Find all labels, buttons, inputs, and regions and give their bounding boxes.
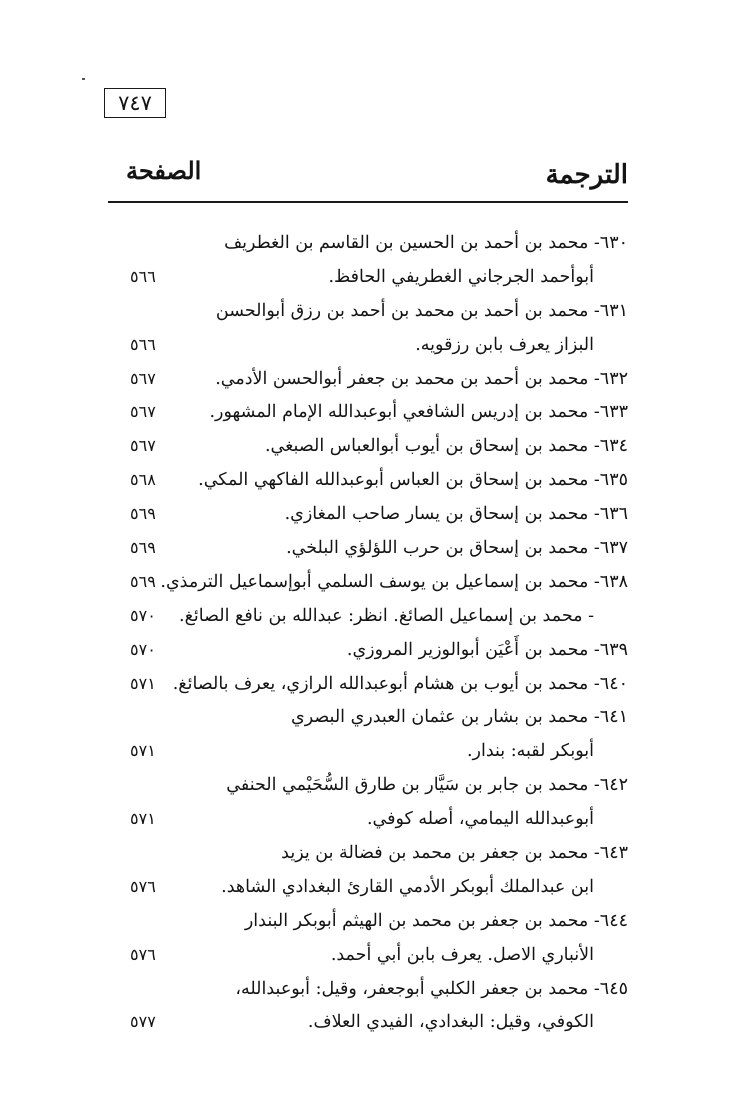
entry-page-number: ٥٧٦	[130, 876, 156, 896]
table-row	[108, 395, 628, 429]
page-number	[104, 88, 166, 118]
entry-text: ٦٤٢- محمد بن جابر بن سَيَّار بن طارق السُّحَيْمي الحنفي	[226, 775, 628, 796]
table-row	[108, 531, 628, 565]
entry-text: ٦٤٤- محمد بن جعفر بن محمد بن الهيثم أبوبكر البندار	[244, 910, 628, 931]
entry-page-number: ٥٧١	[130, 809, 156, 829]
entry-page-number: ٥٧١	[130, 673, 156, 693]
entry-text: - محمد بن إسماعيل الصائغ. انظر: عبدالله بن نافع الصائغ.	[179, 605, 594, 626]
table-row	[108, 599, 628, 633]
entry-page-number: ٥٦٩	[130, 571, 156, 591]
header-divider	[108, 201, 628, 203]
entry-page-number: ٥٦٧	[130, 402, 156, 422]
stray-ink-mark	[82, 78, 85, 80]
entry-page-number: ٥٦٧	[130, 436, 156, 456]
entry-page-number: ٥٧١	[130, 741, 156, 761]
table-row	[108, 497, 628, 531]
table-row	[108, 667, 628, 701]
table-header	[108, 150, 628, 200]
header-page: الصفحة	[126, 156, 202, 185]
entry-page-number: ٥٧٦	[130, 944, 156, 964]
table-row	[108, 870, 628, 904]
entry-text: ٦٣٣- محمد بن إدريس الشافعي أبوعبدالله الإمام المشهور.	[209, 402, 628, 423]
entry-text: ٦٣٨- محمد بن إسماعيل بن يوسف السلمي أبوإسماعيل الترمذي.	[160, 571, 628, 592]
entry-text: ٦٣١- محمد بن أحمد بن محمد بن أحمد بن رزق أبوالحسن	[215, 300, 628, 321]
entry-text: ٦٤٥- محمد بن جعفر الكلبي أبوجعفر، وقيل: أبوعبدالله،	[235, 978, 628, 999]
entry-page-number: ٥٦٩	[130, 504, 156, 524]
entry-text: ٦٣٩- محمد بن أَعْيَن أبوالوزير المروزي.	[346, 639, 628, 660]
entries-list	[108, 226, 628, 1039]
entry-text: ٦٤١- محمد بن بشار بن عثمان العبدري البصري	[291, 707, 628, 728]
entry-page-number: ٥٦٧	[130, 368, 156, 388]
entry-text: ٦٣٥- محمد بن إسحاق بن العباس أبوعبدالله الفاكهي المكي.	[198, 470, 628, 491]
entry-page-number: ٥٧٧	[130, 1012, 156, 1032]
entry-text: ابن عبدالملك أبوبكر الأدمي القارئ البغدادي الشاهد.	[221, 876, 594, 897]
entry-page-number: ٥٧٠	[130, 639, 156, 659]
table-row	[108, 836, 628, 870]
table-row	[108, 1005, 628, 1039]
entry-text: أبوبكر لقبه: بندار.	[466, 741, 594, 762]
page-number-text: ٧٤٧	[118, 91, 152, 115]
table-row	[108, 904, 628, 938]
table-row	[108, 734, 628, 768]
entry-page-number: ٥٦٩	[130, 538, 156, 558]
header-translation: الترجمة	[545, 160, 628, 190]
table-row	[108, 938, 628, 972]
table-row	[108, 700, 628, 734]
entry-text: ٦٣٦- محمد بن إسحاق بن يسار صاحب المغازي.	[284, 504, 628, 525]
entry-text: ٦٣٢- محمد بن أحمد بن محمد بن جعفر أبوالحسن الأدمي.	[215, 368, 628, 389]
entry-text: الأنباري الاصل. يعرف بابن أبي أحمد.	[330, 944, 594, 965]
table-row	[108, 802, 628, 836]
entry-text: أبوأحمد الجرجاني الغطريفي الحافظ.	[328, 266, 594, 287]
entry-text: ٦٤٣- محمد بن جعفر بن محمد بن فضالة بن يزيد	[281, 843, 628, 864]
entry-page-number: ٥٦٨	[130, 470, 156, 490]
entry-text: ٦٣٧- محمد بن إسحاق بن حرب اللؤلؤي البلخي.	[286, 538, 628, 559]
table-row	[108, 362, 628, 396]
entry-text: ٦٣٤- محمد بن إسحاق بن أيوب أبوالعباس الصبغي.	[264, 436, 628, 457]
entry-page-number: ٥٦٦	[130, 334, 156, 354]
entry-page-number: ٥٦٦	[130, 266, 156, 286]
table-row	[108, 768, 628, 802]
table-row	[108, 429, 628, 463]
table-row	[108, 972, 628, 1006]
table-row	[108, 633, 628, 667]
entry-text: أبوعبدالله اليمامي، أصله كوفي.	[366, 809, 594, 830]
entry-text: ٦٤٠- محمد بن أيوب بن هشام أبوعبدالله الرازي، يعرف بالصائغ.	[172, 673, 628, 694]
table-row	[108, 463, 628, 497]
entry-page-number: ٥٧٠	[130, 605, 156, 625]
table-row	[108, 294, 628, 328]
entry-text: البزاز يعرف بابن رزقويه.	[415, 334, 594, 355]
table-row	[108, 226, 628, 260]
table-row	[108, 260, 628, 294]
entry-text: الكوفي، وقيل: البغدادي، الفيدي العلاف.	[307, 1012, 594, 1033]
table-row	[108, 328, 628, 362]
table-row	[108, 565, 628, 599]
entry-text: ٦٣٠- محمد بن أحمد بن الحسين بن القاسم بن الغطريف	[224, 233, 628, 253]
